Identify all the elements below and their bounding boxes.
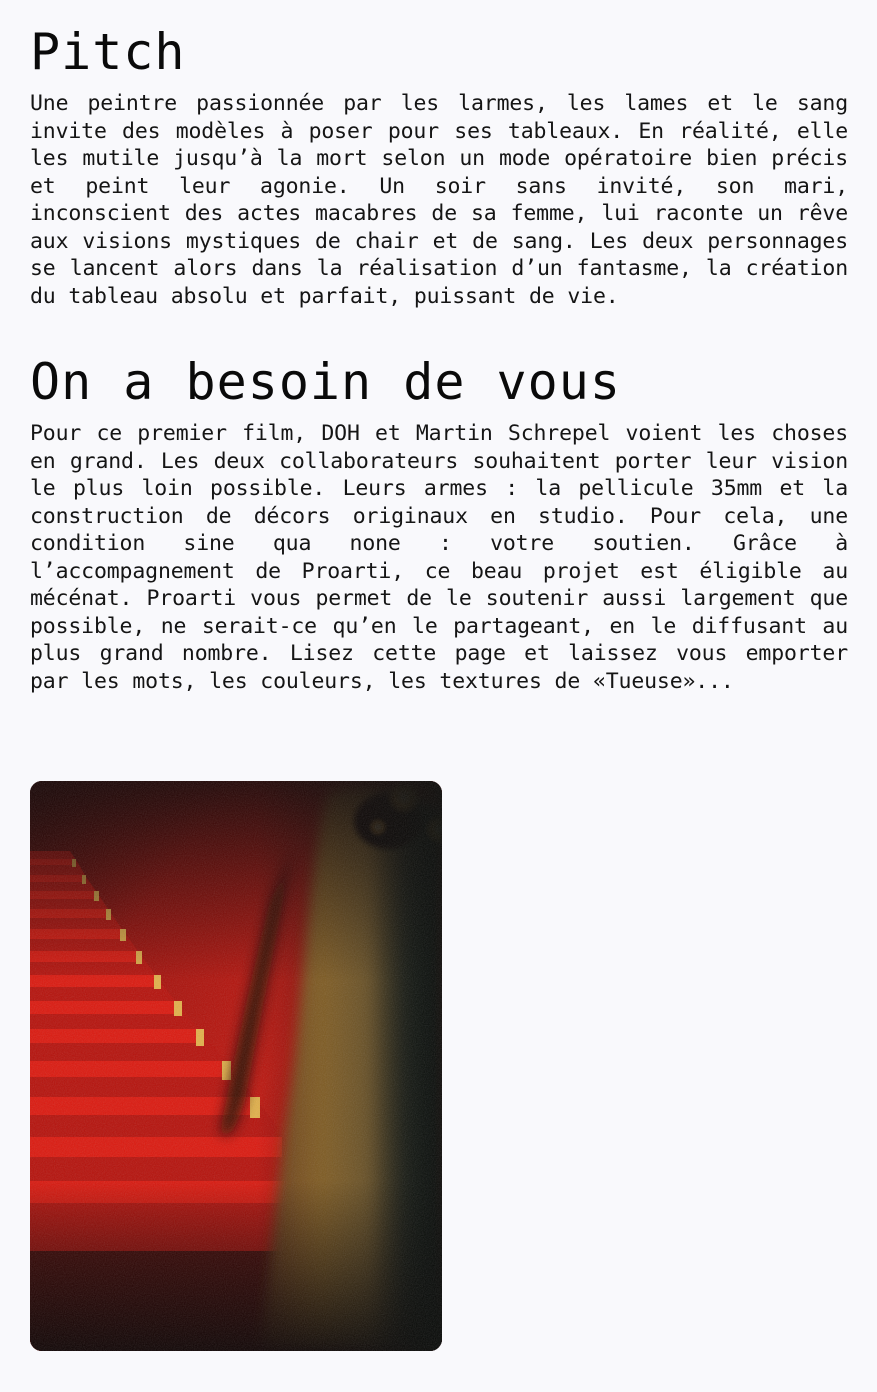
section-paragraph: Une peintre passionnée par les larmes, les lames et le sang invite des modèles à poser pour ses tableaux. En réalité, elle les mutile jusqu’à la mort selon un mode opératoire bien précis et peint leur agonie. Un soir sans invité, son mari, inconscient des actes macabres de sa femme, lui raconte un rêve aux visions mystiques de chair et de sang. Les deux personnages se lancent alors dans la réalisation d’un fantasme, la création du tableau absolu et parfait, puissant de vie. bbox=[30, 91, 848, 309]
section-heading: Pitch bbox=[30, 23, 186, 81]
film-still-image bbox=[30, 781, 442, 1351]
section-paragraph: Pour ce premier film, DOH et Martin Schrepel voient les choses en grand. Les deux collaborateurs souhaitent porter leur vision le plus loin possible. Leurs armes : la pellicule 35mm et la construction de décors originaux en studio. Pour cela, une condition sine qua none : votre soutien. Grâce à l’accompagnement de Proarti, ce beau projet est éligible au mécénat. Proarti vous permet de le soutenir aussi largement que possible, ne serait-ce qu’en le partageant, en le diffusant au plus grand nombre. Lisez cette page et laissez vous emporter par les mots, les couleurs, les textures de «Tueuse»... bbox=[30, 421, 848, 694]
support-section bbox=[30, 352, 848, 695]
pitch-section bbox=[30, 22, 848, 310]
article-content bbox=[30, 22, 848, 695]
section-heading: On a besoin de vous bbox=[30, 353, 621, 411]
